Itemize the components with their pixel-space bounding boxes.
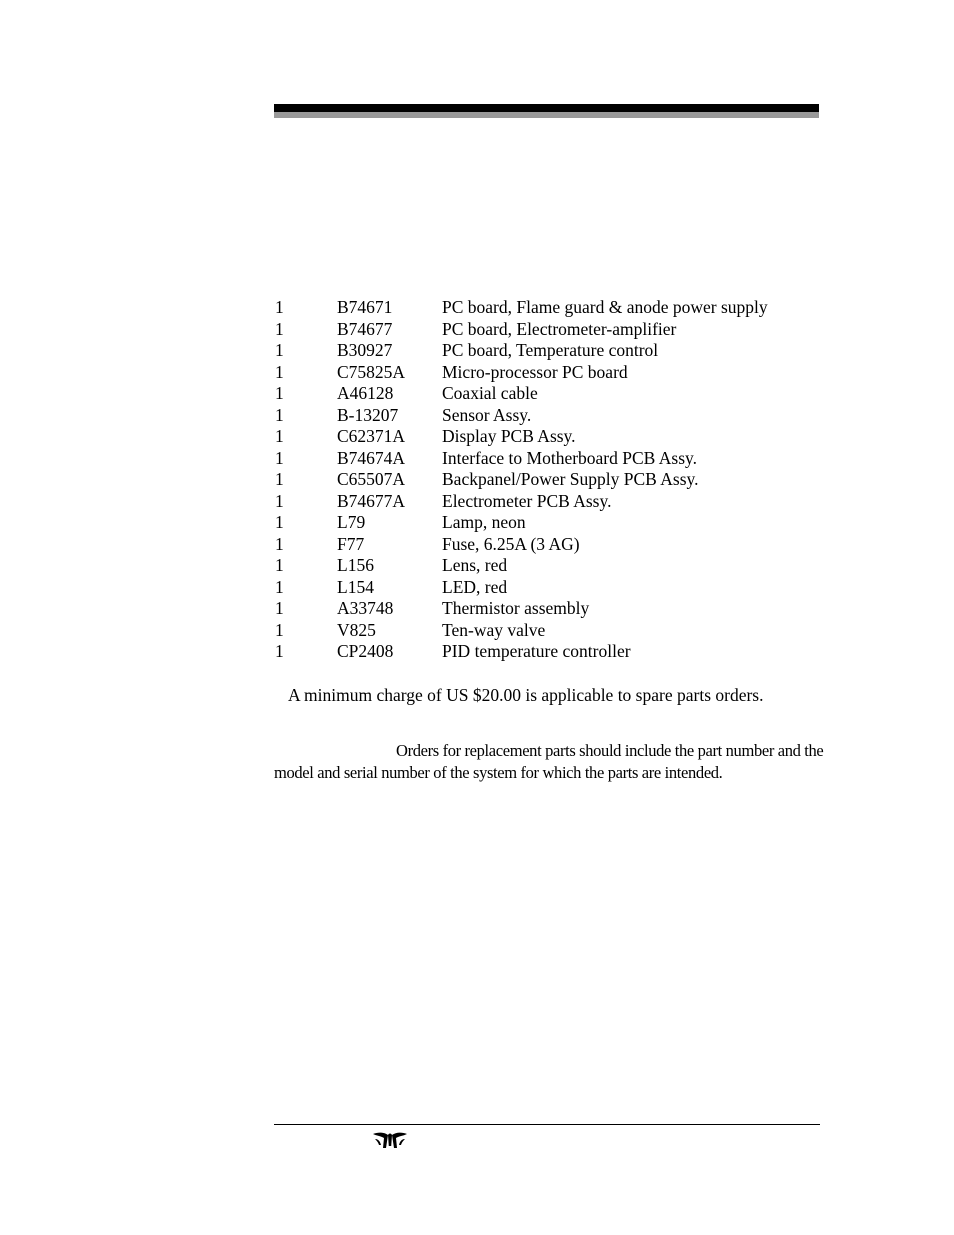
part-row	[275, 512, 835, 534]
part-row	[275, 598, 835, 620]
part-row	[275, 641, 835, 663]
part-description: PC board, Electrometer-amplifier	[442, 318, 677, 339]
part-qty: 1	[275, 555, 284, 575]
part-description: Ten-way valve	[442, 619, 546, 640]
part-number: C62371A	[337, 426, 406, 446]
part-row	[275, 297, 835, 319]
part-qty: 1	[275, 576, 284, 597]
part-number: L79	[337, 512, 366, 532]
part-qty: 1	[275, 533, 284, 554]
part-qty: 1	[275, 404, 284, 425]
part-description: PID temperature controller	[442, 641, 631, 661]
teledyne-logo-icon	[372, 1131, 408, 1151]
part-number: A33748	[337, 598, 394, 618]
part-row	[275, 340, 835, 362]
part-row	[275, 383, 835, 405]
part-row	[275, 448, 835, 470]
part-row	[275, 534, 835, 556]
part-description: Display PCB Assy.	[442, 426, 576, 446]
part-qty: 1	[275, 383, 284, 403]
part-qty: 1	[275, 447, 284, 468]
part-description: Electrometer PCB Assy.	[442, 490, 612, 511]
part-description: PC board, Temperature control	[442, 340, 659, 360]
part-description: Lamp, neon	[442, 512, 526, 532]
orders-note	[274, 740, 834, 784]
orders-note-text: Orders for replacement parts should include the part number and the model and serial number of the system for which the parts are intended.	[274, 741, 824, 782]
part-description: Coaxial cable	[442, 383, 538, 403]
part-row	[275, 620, 835, 642]
part-number: B74677A	[337, 490, 406, 511]
part-number: C65507A	[337, 469, 406, 489]
part-number: L156	[337, 555, 374, 575]
part-qty: 1	[275, 619, 284, 640]
part-number: B74674A	[337, 447, 406, 468]
part-qty: 1	[275, 297, 284, 317]
part-qty: 1	[275, 318, 284, 339]
part-description: Thermistor assembly	[442, 598, 590, 618]
part-qty: 1	[275, 490, 284, 511]
part-row	[275, 469, 835, 491]
part-number: F77	[337, 533, 365, 554]
part-description: Backpanel/Power Supply PCB Assy.	[442, 469, 699, 489]
part-number: V825	[337, 619, 376, 640]
part-number: B-13207	[337, 404, 399, 425]
part-qty: 1	[275, 340, 284, 360]
part-row	[275, 555, 835, 577]
header-rule-gray	[274, 112, 819, 118]
part-qty: 1	[275, 598, 284, 618]
part-number: C75825A	[337, 361, 406, 382]
part-qty: 1	[275, 426, 284, 446]
part-description: Lens, red	[442, 555, 508, 575]
part-description: Micro-processor PC board	[442, 361, 628, 382]
part-description: Fuse, 6.25A (3 AG)	[442, 533, 580, 554]
part-qty: 1	[275, 361, 284, 382]
part-row	[275, 362, 835, 384]
minimum-charge-note: A minimum charge of US $20.00 is applicable to spare parts orders.	[288, 685, 764, 705]
part-row	[275, 491, 835, 513]
part-row	[275, 405, 835, 427]
part-qty: 1	[275, 469, 284, 489]
part-qty: 1	[275, 512, 284, 532]
part-number: L154	[337, 576, 374, 597]
part-number: B30927	[337, 340, 393, 360]
footer-rule	[274, 1124, 820, 1125]
part-row	[275, 577, 835, 599]
part-description: LED, red	[442, 576, 508, 597]
part-row	[275, 319, 835, 341]
part-description: Sensor Assy.	[442, 404, 532, 425]
header-rule-black	[274, 104, 819, 112]
part-row	[275, 426, 835, 448]
part-description: Interface to Motherboard PCB Assy.	[442, 447, 697, 468]
part-qty: 1	[275, 641, 284, 661]
parts-list	[275, 297, 835, 663]
part-description: PC board, Flame guard & anode power supply	[442, 297, 768, 317]
part-number: B74671	[337, 297, 393, 317]
part-number: B74677	[337, 318, 393, 339]
part-number: CP2408	[337, 641, 394, 661]
part-number: A46128	[337, 383, 394, 403]
